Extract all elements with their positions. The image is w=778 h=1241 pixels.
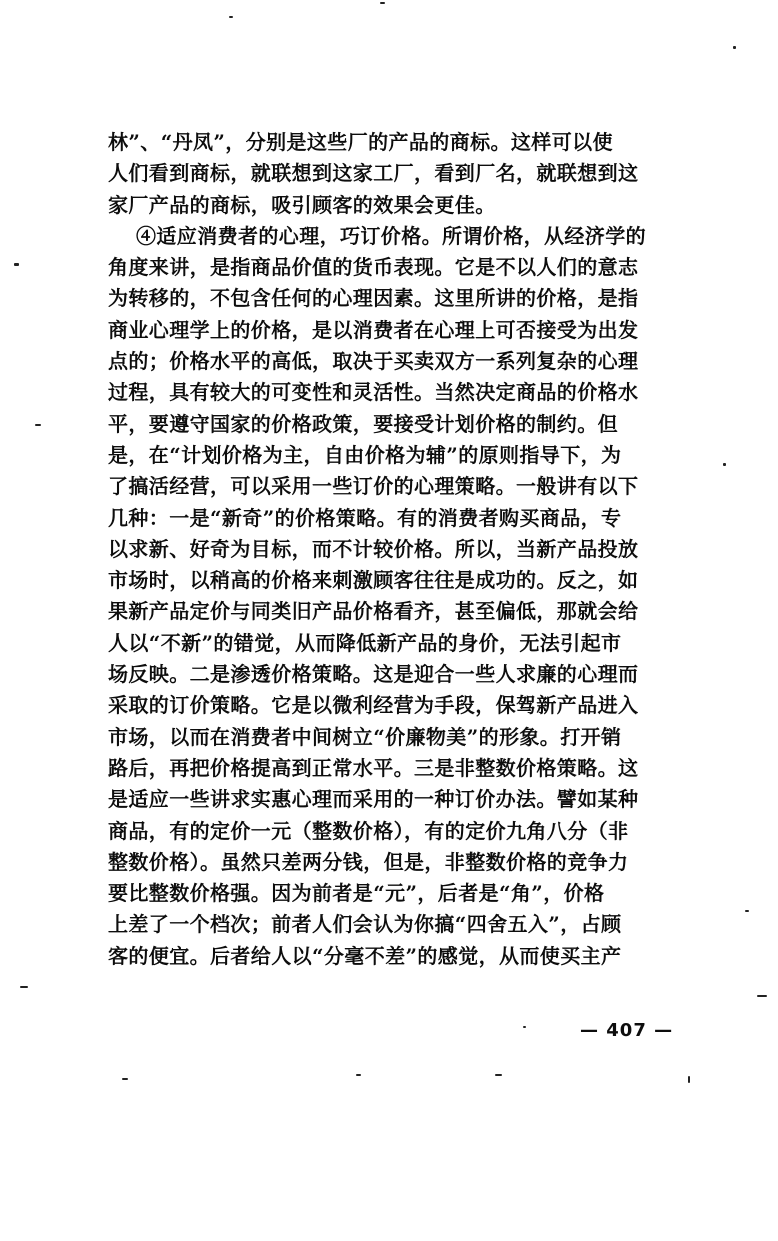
scan-speck [733, 46, 736, 49]
text-line: 路后，再把价格提高到正常水平。三是非整数价格策略。这 [108, 755, 639, 780]
text-line: 人们看到商标，就联想到这家工厂，看到厂名，就联想到这 [108, 161, 639, 186]
text-line: 果新产品定价与同类旧产品价格看齐，甚至偏低，那就会给 [108, 599, 639, 624]
scan-speck [122, 1078, 128, 1080]
text-line: 了搞活经营，可以采用一些订价的心理策略。一般讲有以下 [108, 474, 639, 499]
text-line: 商业心理学上的价格，是以消费者在心理上可否接受为出发 [108, 317, 639, 342]
text-line: 点的；价格水平的高低，取决于买卖双方一系列复杂的心理 [108, 349, 639, 374]
text-line: 以求新、好奇为目标，而不计较价格。所以，当新产品投放 [108, 536, 639, 561]
scan-speck [229, 16, 233, 18]
text-line: 过程，具有较大的可变性和灵活性。当然决定商品的价格水 [108, 380, 639, 405]
text-line: 客的便宜。后者给人以“分毫不差”的感觉，从而使买主产 [108, 943, 622, 968]
page-number: — 407 — [580, 1020, 674, 1041]
body-text [108, 127, 690, 972]
text-line: 市场时，以稍高的价格来刺激顾客往往是成功的。反之，如 [108, 568, 639, 593]
scan-speck [723, 463, 726, 466]
text-line: 人以“不新”的错觉，从而降低新产品的身价，无法引起市 [108, 630, 622, 655]
text-line: 商品，有的定价一元（整数价格），有的定价九角八分（非 [108, 818, 629, 843]
scan-speck [757, 995, 767, 997]
text-line: 整数价格）。虽然只差两分钱，但是，非整数价格的竞争力 [108, 849, 629, 874]
text-line: 几种：一是“新奇”的价格策略。有的消费者购买商品，专 [108, 505, 622, 530]
scan-speck [35, 424, 41, 426]
text-line: 林”、“丹凤”，分别是这些厂的产品的商标。这样可以使 [108, 130, 613, 154]
scan-speck [14, 263, 19, 266]
text-line: 是适应一些讲求实惠心理而采用的一种订价办法。譬如某种 [108, 787, 639, 812]
text-line: 为转移的，不包含任何的心理因素。这里所讲的价格，是指 [108, 286, 639, 311]
text-line: 场反映。二是渗透价格策略。这是迎合一些人求廉的心理而 [108, 662, 639, 687]
text-line: 角度来讲，是指商品价值的货币表现。它是不以人们的意志 [108, 255, 639, 280]
text-line: 采取的订价策略。它是以微利经营为手段，保驾新产品进入 [108, 693, 639, 718]
scan-speck [356, 1074, 361, 1076]
scan-speck [20, 986, 28, 988]
text-line: 市场，以而在消费者中间树立“价廉物美”的形象。打开销 [108, 724, 622, 749]
paragraph-start-line: ④适应消费者的心理，巧订价格。所谓价格，从经济学的 [136, 223, 646, 248]
scan-speck [523, 1026, 526, 1028]
scan-speck [495, 1074, 502, 1076]
scan-speck [745, 910, 749, 912]
scan-speck [688, 1076, 690, 1083]
text-line: 平，要遵守国家的价格政策，要接受计划价格的制约。但 [108, 411, 618, 436]
text-line: 上差了一个档次；前者人们会认为你搞“四舍五入”，占顾 [108, 912, 622, 937]
scan-speck [380, 2, 385, 4]
text-line: 是，在“计划价格为主，自由价格为辅”的原则指导下，为 [108, 442, 622, 467]
text-line: 要比整数价格强。因为前者是“元”，后者是“角”，价格 [108, 881, 605, 906]
text-line: 家厂产品的商标，吸引顾客的效果会更佳。 [108, 192, 496, 217]
